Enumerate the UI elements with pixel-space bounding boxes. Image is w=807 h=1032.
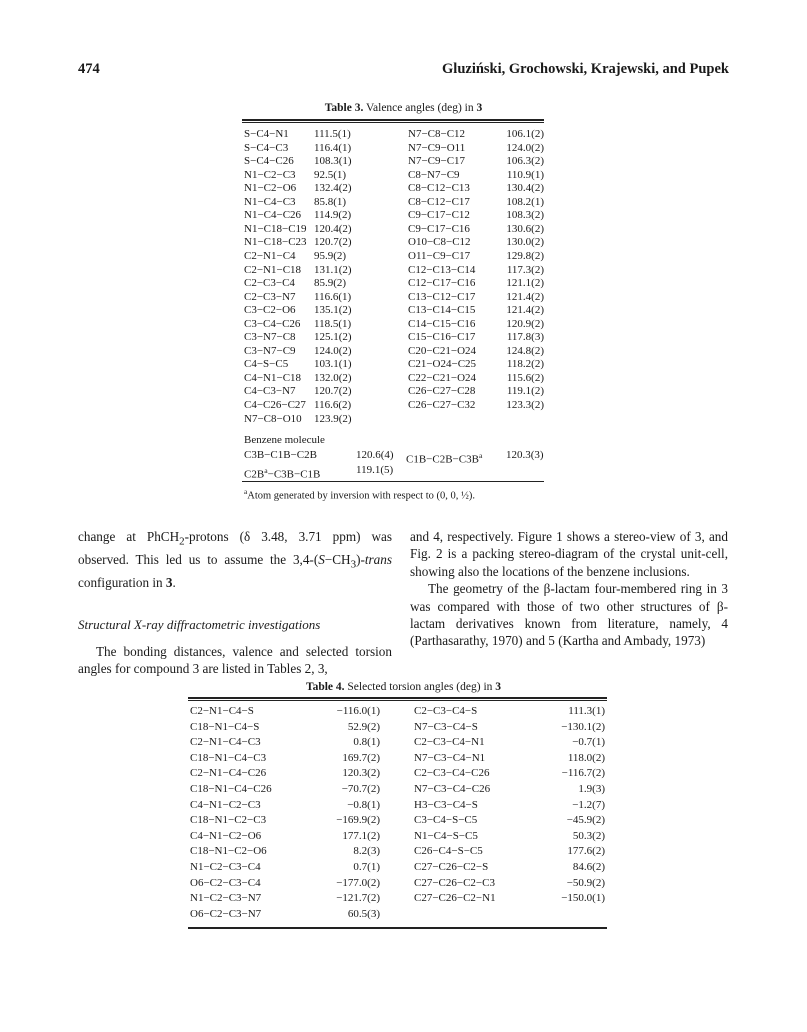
angle-atoms: N1−C4−C3: [244, 195, 296, 208]
table4-caption-text: Selected torsion angles (deg) in: [347, 681, 493, 693]
angle-value: 121.4(2): [506, 290, 544, 303]
angle-value: −121.7(2): [336, 892, 380, 905]
angle-value: 1.9(3): [578, 783, 605, 795]
table-row: [190, 891, 380, 906]
table3-caption-compound: 3: [476, 102, 483, 114]
angle-value: 111.3(1): [568, 705, 605, 717]
angle-atoms: C2−N1−C4−C26: [190, 767, 267, 780]
angle-value: 177.6(2): [567, 845, 605, 858]
angle-atoms: S−C4−C26: [244, 155, 294, 168]
angle-value: 110.9(1): [506, 168, 544, 181]
table-row: [190, 751, 380, 766]
table-row: [414, 860, 605, 875]
angle-atoms: O11−C9−C17: [408, 249, 471, 262]
angle-value: 123.3(2): [506, 399, 544, 411]
angle-atoms: C8−C12−C17: [408, 195, 470, 208]
angle-value: 0.7(1): [353, 861, 380, 873]
table4-caption-label: Table 4.: [305, 681, 345, 693]
angle-value: 52.9(2): [347, 720, 380, 733]
table-row: [414, 891, 605, 906]
angle-atoms: C26−C27−C28: [408, 385, 476, 398]
angle-atoms: C4−N1−C18: [244, 371, 302, 384]
table-row: [414, 876, 605, 891]
table-row: [190, 735, 380, 750]
table3-bottom-rule: [242, 481, 544, 482]
angle-value: 118.5(1): [314, 317, 352, 330]
angle-atoms: N1−C4−C26: [244, 209, 302, 222]
angle-value: 120.7(2): [314, 385, 352, 398]
table3-footnote: $^a$Atom generated by inversion with respect to (0, 0, ½).: [244, 487, 475, 502]
table3-top-rule: [242, 119, 544, 121]
angle-value: 125.1(2): [314, 331, 352, 344]
angle-atoms: C3−C4−S−C5: [414, 814, 478, 827]
left-column: [78, 528, 392, 678]
angle-value: −169.9(2): [336, 814, 380, 827]
angle-atoms: C9−C17−C16: [408, 222, 470, 235]
angle-value: 121.1(2): [506, 277, 544, 290]
angle-atoms: N7−C3−C4−S: [414, 720, 478, 733]
table3-benzene-value: 119.1(5): [356, 464, 394, 476]
angle-value: −116.7(2): [561, 767, 605, 780]
angle-atoms: N1−C2−O6: [244, 182, 297, 195]
angle-atoms: C2−C3−N7: [244, 290, 296, 303]
angle-value: 108.2(1): [506, 195, 544, 208]
table-row: [190, 860, 380, 875]
paragraph-configuration: change at PhCH$_2$-protons (δ 3.48, 3.71 ppm) was observed. This led us to assume the $3,4-(S-CH_3)$-trans configuration in 3.: [78, 529, 393, 591]
angle-value: 129.8(2): [506, 249, 544, 262]
angle-atoms: N7−C3−C4−N1: [414, 751, 486, 764]
angle-value: 108.3(1): [314, 155, 352, 168]
angle-value: 85.8(1): [314, 195, 347, 208]
angle-value: 169.7(2): [342, 751, 380, 764]
angle-value: 120.3(2): [342, 767, 380, 780]
angle-value: 118.0(2): [567, 751, 605, 764]
angle-atoms: C2−N1−C4: [244, 249, 296, 262]
angle-atoms: C9−C17−C12: [408, 209, 470, 222]
table-row: [414, 751, 605, 766]
angle-atoms: C3−N7−C8: [244, 331, 296, 344]
angle-value: 135.1(2): [314, 304, 352, 317]
table4-top-rule: [188, 697, 607, 699]
table-row: [414, 829, 605, 844]
angle-value: 117.8(3): [506, 331, 544, 344]
table3-benzene-value: 120.6(4): [356, 449, 394, 461]
angle-value: −150.0(1): [561, 892, 605, 905]
angle-atoms: C18−N1−C2−O6: [190, 845, 267, 858]
table3-benzene-angle: C3B−C1B−C2B: [244, 449, 317, 461]
angle-atoms: C20−C21−O24: [408, 344, 477, 357]
angle-atoms: H3−C3−C4−S: [414, 798, 478, 811]
table-row: [414, 813, 605, 828]
angle-atoms: C2−C3−C4−N1: [414, 736, 485, 749]
table-row: [190, 813, 380, 828]
angle-atoms: N1−C18−C19: [244, 222, 307, 235]
angle-atoms: C2−C3−C4−C26: [414, 767, 490, 780]
table-row: [190, 782, 380, 797]
angle-value: −177.0(2): [336, 876, 380, 889]
table-row: [190, 798, 380, 813]
angle-value: 124.8(2): [506, 344, 544, 357]
table-row: [190, 829, 380, 844]
table4-caption: [0, 681, 807, 693]
angle-value: 8.2(3): [353, 845, 380, 858]
table3-benzene-row-1: [244, 448, 544, 466]
page-number: 474: [78, 61, 100, 77]
angle-value: −116.0(1): [336, 705, 380, 717]
table4-bottom-rule: [188, 927, 607, 929]
angle-value: −50.9(2): [566, 876, 605, 889]
table-row: [190, 766, 380, 781]
angle-value: 119.1(2): [506, 385, 544, 398]
angle-value: 95.9(2): [314, 249, 347, 262]
angle-atoms: N7−C3−C4−C26: [414, 783, 491, 795]
table3-benzene-row-2: [244, 463, 544, 481]
angle-atoms: C27−C26−C2−C3: [414, 876, 495, 889]
angle-value: 85.9(2): [314, 277, 347, 290]
angle-value: 130.4(2): [506, 182, 544, 195]
angle-atoms: N7−C9−C17: [408, 155, 466, 168]
angle-atoms: N7−C8−C12: [408, 128, 466, 140]
table3-benzene-angle: $C1B-C2B-C3B^a$: [406, 451, 483, 466]
table3-benzene-angle: $C2B^a-C3B-C1B$: [244, 466, 321, 481]
table-row: [414, 735, 605, 750]
angle-value: 177.1(2): [342, 829, 380, 842]
angle-value: −130.1(2): [561, 720, 605, 733]
angle-value: 132.4(2): [314, 182, 352, 195]
angle-atoms: C4−N1−C2−C3: [190, 798, 261, 811]
angle-value: 106.3(2): [506, 155, 544, 168]
angle-atoms: C27−C26−C2−N1: [414, 892, 496, 905]
angle-atoms: C2−C3−C4: [244, 277, 295, 290]
table3-benzene-heading: Benzene molecule: [244, 434, 325, 446]
table4-top-rule-2: [188, 700, 607, 701]
angle-atoms: C22−C21−O24: [408, 371, 477, 384]
angle-atoms: O6−C2−C3−C4: [190, 876, 261, 889]
table-row: [414, 720, 605, 735]
angle-atoms: C13−C12−C17: [408, 290, 476, 303]
table3-caption-label: Table 3.: [324, 102, 364, 114]
table-row: [190, 876, 380, 891]
angle-value: 60.5(3): [347, 907, 380, 920]
angle-value: −1.2(7): [572, 798, 605, 811]
angle-atoms: N1−C2−C3−C4: [190, 861, 261, 873]
table3-benzene-value: 120.3(3): [506, 449, 544, 461]
angle-value: 118.2(2): [506, 358, 544, 371]
angle-value: 116.6(2): [314, 399, 352, 411]
angle-atoms: C4−C3−N7: [244, 385, 296, 398]
table-row: [414, 766, 605, 781]
angle-atoms: N1−C2−C3−N7: [190, 892, 262, 905]
angle-value: 50.3(2): [572, 829, 605, 842]
paragraph-geometry: The geometry of the β-lactam four-membered ring in 3 was compared with those of two other structures of β-lactam derivatives known from literature, namely, 4 (Parthasarathy, 1970) and 5 (Kartha and Ambady, 1973): [410, 581, 728, 649]
angle-value: 120.4(2): [314, 222, 352, 235]
angle-atoms: C4−N1−C2−O6: [190, 829, 262, 842]
angle-value: −70.7(2): [341, 783, 380, 795]
angle-atoms: C2−N1−C4−S: [190, 705, 254, 717]
angle-atoms: C18−N1−C4−S: [190, 720, 260, 733]
angle-value: 103.1(1): [314, 358, 352, 371]
angle-value: 124.0(2): [314, 344, 352, 357]
angle-atoms: C26−C4−S−C5: [414, 845, 483, 858]
angle-atoms: S−C4−N1: [244, 128, 289, 140]
table-row: [190, 907, 380, 922]
angle-value: 121.4(2): [506, 304, 544, 317]
table-row: [408, 398, 544, 413]
angle-atoms: C14−C15−C16: [408, 317, 476, 330]
running-header-authors: Gluziński, Grochowski, Krajewski, and Pupek: [442, 61, 729, 77]
angle-value: 117.3(2): [506, 263, 544, 276]
angle-atoms: N7−C8−O10: [244, 412, 302, 425]
angle-atoms: C12−C17−C16: [408, 277, 476, 290]
table-row: [190, 704, 380, 719]
angle-atoms: C4−S−C5: [244, 358, 289, 371]
table3-top-rule-2: [242, 122, 544, 123]
angle-value: 108.3(2): [506, 209, 544, 222]
angle-value: 120.7(2): [314, 236, 352, 249]
angle-atoms: C3−C2−O6: [244, 304, 296, 317]
angle-atoms: C27−C26−C2−S: [414, 861, 489, 873]
table-row: [414, 782, 605, 797]
angle-atoms: C21−O24−C25: [408, 358, 477, 371]
table-row: [414, 704, 605, 719]
angle-value: 116.4(1): [314, 141, 352, 154]
angle-atoms: C4−C26−C27: [244, 399, 306, 411]
table-row: [414, 798, 605, 813]
angle-atoms: S−C4−C3: [244, 141, 289, 154]
section-heading: Structural X-ray diffractometric investigations: [78, 616, 321, 632]
angle-value: 114.9(2): [314, 209, 352, 222]
angle-atoms: O6−C2−C3−N7: [190, 907, 262, 920]
table-row: [190, 720, 380, 735]
angle-atoms: C2−N1−C4−C3: [190, 736, 261, 749]
angle-atoms: C2−C3−C4−S: [414, 705, 478, 717]
table-row: [244, 412, 352, 427]
paragraph-figures: and 4, respectively. Figure 1 shows a stereo-view of 3, and Fig. 2 is a packing stereo-diagram of the crystal unit-cell, showing also the locations of the benzene inclusions.: [410, 529, 728, 579]
angle-atoms: C3−N7−C9: [244, 344, 296, 357]
angle-atoms: C8−N7−C9: [408, 168, 460, 181]
angle-atoms: N1−C2−C3: [244, 168, 296, 181]
angle-atoms: C3−C4−C26: [244, 317, 301, 330]
table3-caption-text: Valence angles (deg) in: [366, 102, 474, 114]
angle-value: 130.0(2): [506, 236, 544, 249]
angle-value: 130.6(2): [506, 222, 544, 235]
angle-atoms: C15−C16−C17: [408, 331, 476, 344]
angle-atoms: O10−C8−C12: [408, 236, 471, 249]
right-column: [410, 528, 728, 650]
angle-atoms: C26−C27−C32: [408, 399, 476, 411]
angle-atoms: C2−N1−C18: [244, 263, 302, 276]
table-row: [190, 844, 380, 859]
angle-value: −0.7(1): [572, 736, 605, 749]
table3-caption: [0, 102, 807, 114]
angle-value: 124.0(2): [506, 141, 544, 154]
angle-value: 106.1(2): [506, 128, 544, 140]
angle-atoms: C18−N1−C2−C3: [190, 814, 267, 827]
angle-atoms: C8−C12−C13: [408, 182, 470, 195]
angle-atoms: C18−N1−C4−C26: [190, 783, 272, 795]
angle-atoms: N1−C18−C23: [244, 236, 307, 249]
angle-value: 111.5(1): [314, 128, 351, 140]
angle-value: 132.0(2): [314, 371, 352, 384]
angle-value: 0.8(1): [353, 736, 380, 749]
angle-value: 115.6(2): [506, 371, 544, 384]
angle-atoms: C18−N1−C4−C3: [190, 751, 267, 764]
angle-value: 120.9(2): [506, 317, 544, 330]
angle-atoms: N1−C4−S−C5: [414, 829, 478, 842]
table-row: [414, 844, 605, 859]
angle-atoms: N7−C9−O11: [408, 141, 466, 154]
angle-value: −45.9(2): [566, 814, 605, 827]
paragraph-xray: The bonding distances, valence and selected torsion angles for compound 3 are listed in Tables 2, 3,: [78, 643, 392, 677]
angle-value: 92.5(1): [314, 168, 347, 181]
angle-value: −0.8(1): [347, 798, 380, 811]
table4-caption-compound: 3: [495, 681, 502, 693]
angle-value: 131.1(2): [314, 263, 352, 276]
angle-value: 123.9(2): [314, 412, 352, 425]
angle-value: 116.6(1): [314, 290, 352, 303]
angle-atoms: C13−C14−C15: [408, 304, 476, 317]
angle-value: 84.6(2): [572, 861, 605, 873]
angle-atoms: C12−C13−C14: [408, 263, 476, 276]
